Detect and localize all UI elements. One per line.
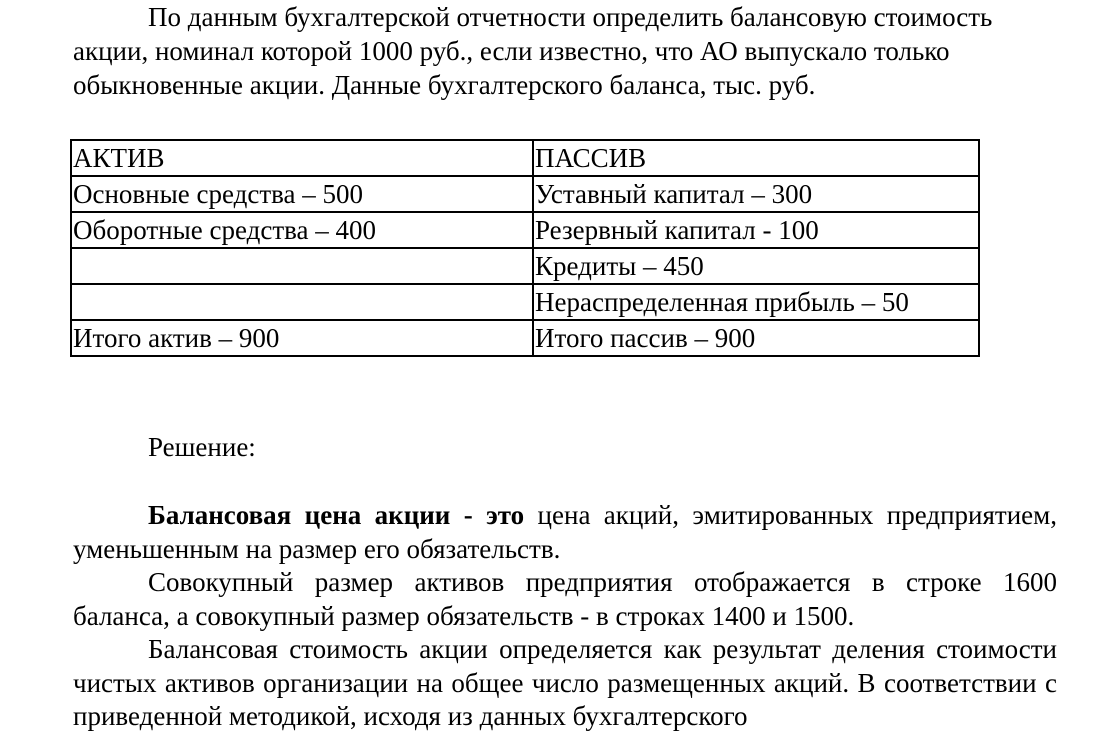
header-liabilities: ПАССИВ	[533, 140, 979, 176]
table-cell: Нераспределенная прибыль – 50	[533, 284, 979, 320]
table-cell: Итого пассив – 900	[533, 320, 979, 356]
table-row	[71, 176, 979, 212]
method-paragraph: Балансовая стоимость акции определяется как результат деления стоимости чистых активов организации на общее число размещенных акций. В соответствии с приведенной методикой, исходя из данных бухгалтерского	[73, 634, 1057, 731]
header-assets: АКТИВ	[71, 140, 533, 176]
assets-paragraph: Совокупный размер активов предприятия отображается в строке 1600 баланса, а совокупный размер обязательств - в строках 1400 и 1500.	[73, 567, 1057, 631]
table-total-row	[71, 320, 979, 356]
table-row	[71, 248, 979, 284]
table-cell: Резервный капитал - 100	[533, 212, 979, 248]
definition-term: Балансовая цена акции - это	[148, 500, 525, 530]
table-cell: Итого актив – 900	[71, 320, 533, 356]
task-paragraph: По данным бухгалтерской отчетности определить балансовую стоимость акции, номинал которой 1000 руб., если известно, что АО выпускало только обыкновенные акции. Данные бухгалтерского баланса, тыс. руб.	[73, 2, 993, 100]
table-cell: Уставный капитал – 300	[533, 176, 979, 212]
balance-table	[70, 139, 980, 357]
solution-heading: Решение:	[148, 432, 256, 462]
definition-paragraph	[73, 499, 1057, 566]
table-cell: Основные средства – 500	[71, 176, 533, 212]
table-row	[71, 284, 979, 320]
table-row	[71, 212, 979, 248]
document-page	[73, 0, 1057, 731]
table-header-row	[71, 140, 979, 176]
table-cell	[71, 284, 533, 320]
solution-body	[73, 499, 1057, 734]
table-cell: Оборотные средства – 400	[71, 212, 533, 248]
table-cell	[71, 248, 533, 284]
definition-text: цена акций, эмитированных предприятием, уменьшенным на размер его обязательств.	[73, 500, 1057, 564]
table-cell: Кредиты – 450	[533, 248, 979, 284]
